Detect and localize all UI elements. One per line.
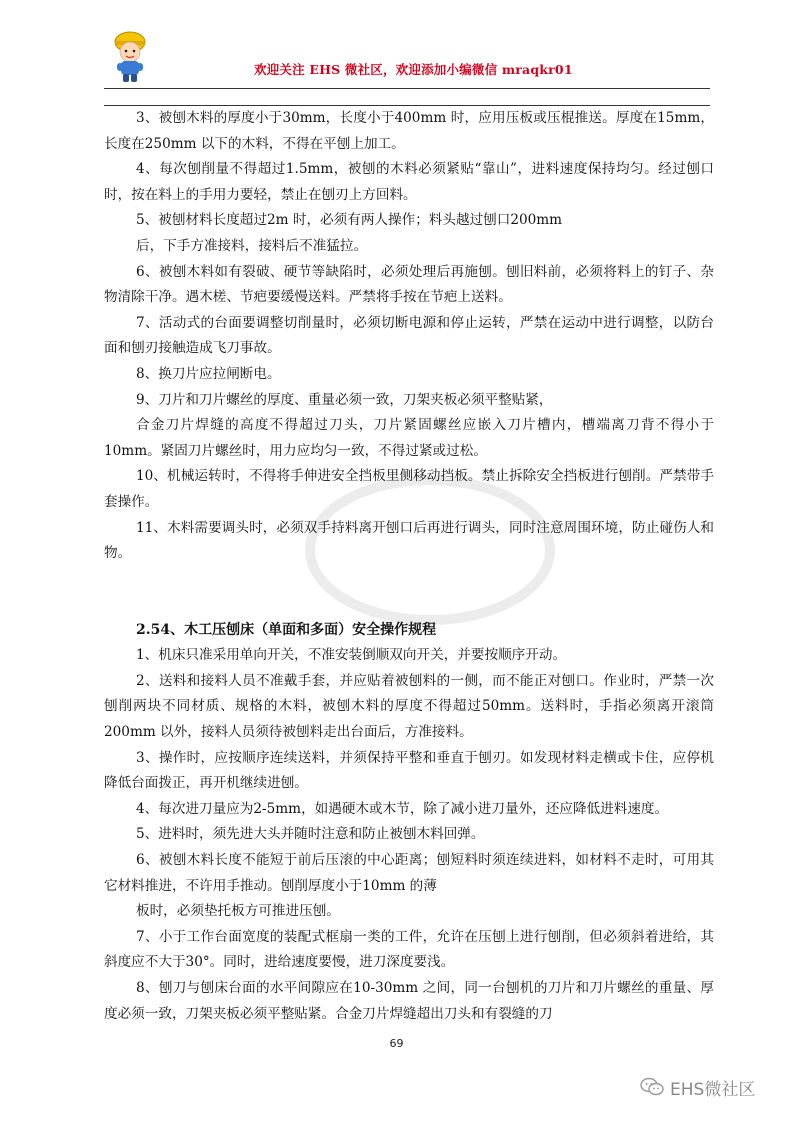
paragraph: 8、换刀片应拉闸断电。 — [136, 365, 281, 382]
page-header — [104, 28, 710, 88]
section-title: 2.54、木工压刨床（单面和多面）安全操作规程 — [136, 621, 437, 638]
paragraph: 6、被刨木料如有裂破、硬节等缺陷时，必须处理后再施刨。刨旧料前，必须将料上的钉子、杂物清除干净。遇木槎、节疤要缓慢送料。严禁将手按在节疤上送料。 — [104, 263, 714, 306]
paragraph-group-thicknesser-rules — [104, 643, 714, 1027]
paragraph: 7、活动式的台面要调整切削量时，必须切断电源和停止运转，严禁在运动中进行调整，以防台面和刨刃接触造成飞刀事故。 — [104, 314, 714, 357]
paragraph: 11、木料需要调头时，必须双手持料离开刨口后再进行调头，同时注意周围环境，防止碰伤人和物。 — [104, 519, 714, 562]
paragraph: 5、被刨材料长度超过2m 时，必须有两人操作；料头越过刨口200mm — [136, 212, 563, 229]
paragraph: 3、被刨木料的厚度小于30mm，长度小于400mm 时，应用压板或压棍推送。厚度在15mm，长度在250mm 以下的木料，不得在平刨上加工。 — [104, 110, 714, 152]
safety-mascot-icon — [106, 28, 154, 84]
paragraph: 4、每次刨削量不得超过1.5mm，被刨的木料必须紧贴“靠山”，进料速度保持均匀。经过刨口时，按在料上的手用力要轻，禁止在刨刃上方回料。 — [104, 161, 714, 203]
paragraph: 2、送料和接料人员不准戴手套，并应贴着被刨料的一侧，而不能正对刨口。作业时，严禁一次刨削两块不同材质、规格的木料，被刨木料的厚度不得超过50mm。送料时，手指必须离开滚筒200mm 以外，接料人员须待被刨料走出台面后，方准接料。 — [104, 672, 714, 741]
paragraph: 7、小于工作台面宽度的装配式框扇一类的工件，允许在压刨上进行刨削，但必须斜着进给，其斜度应不大于30°。同时，进给速度要慢，进刀深度要浅。 — [104, 928, 714, 971]
header-rule — [104, 88, 710, 89]
paragraph: 合金刀片焊缝的高度不得超过刀头，刀片紧固螺丝应嵌入刀片槽内，槽端离刀背不得小于10mm。紧固刀片螺丝时，用力应均匀一致，不得过紧或过松。 — [104, 417, 714, 459]
section-spacer — [104, 567, 714, 618]
paragraph-group-planer-rules — [104, 106, 714, 567]
brand-label: EHS微社区 — [670, 1079, 756, 1100]
paragraph: 后，下手方准接料，接料后不准猛拉。 — [136, 237, 368, 254]
paragraph: 6、被刨木料长度不能短于前后压滚的中心距离；刨短料时须连续进料，如材料不走时，可用其它材料推进，不许用手推动。刨削厚度小于10mm 的薄 — [104, 852, 714, 894]
paragraph: 10、机械运转时，不得将手伸进安全挡板里侧移动挡板。禁止拆除安全挡板进行刨削。严禁带手套操作。 — [104, 468, 714, 510]
brand-footer — [640, 1074, 755, 1100]
document-body — [104, 106, 714, 1027]
page-number: 69 — [389, 1037, 404, 1050]
paragraph: 8、刨刀与刨床台面的水平间隙应在10-30mm 之间，同一台刨机的刀片和刀片螺丝的重量、厚度必须一致，刀架夹板必须平整贴紧。合金刀片焊缝超出刀头和有裂缝的刀 — [104, 980, 714, 1022]
paragraph: 9、刀片和刀片螺丝的厚度、重量必须一致，刀架夹板必须平整贴紧， — [136, 391, 553, 408]
paragraph: 1、机床只准采用单向开关，不准安装倒顺双向开关，并要按顺序开动。 — [136, 647, 567, 664]
paragraph: 4、每次进刀量应为2-5mm，如遇硬木或木节，除了减小进刀量外，还应降低进料速度。 — [136, 800, 669, 817]
header-banner: 欢迎关注 EHS 微社区，欢迎添加小编微信 mraqkr01 — [254, 62, 573, 77]
wechat-icon — [640, 1077, 664, 1097]
paragraph: 板时，必须垫托板方可推进压刨。 — [136, 903, 340, 920]
paragraph: 3、操作时，应按顺序连续送料，并须保持平整和垂直于刨刃。如发现材料走横或卡住，应停机降低台面拨正，再开机继续进刨。 — [104, 749, 714, 792]
paragraph: 5、进料时，须先进大头并随时注意和防止被刨木料回弹。 — [136, 826, 485, 843]
